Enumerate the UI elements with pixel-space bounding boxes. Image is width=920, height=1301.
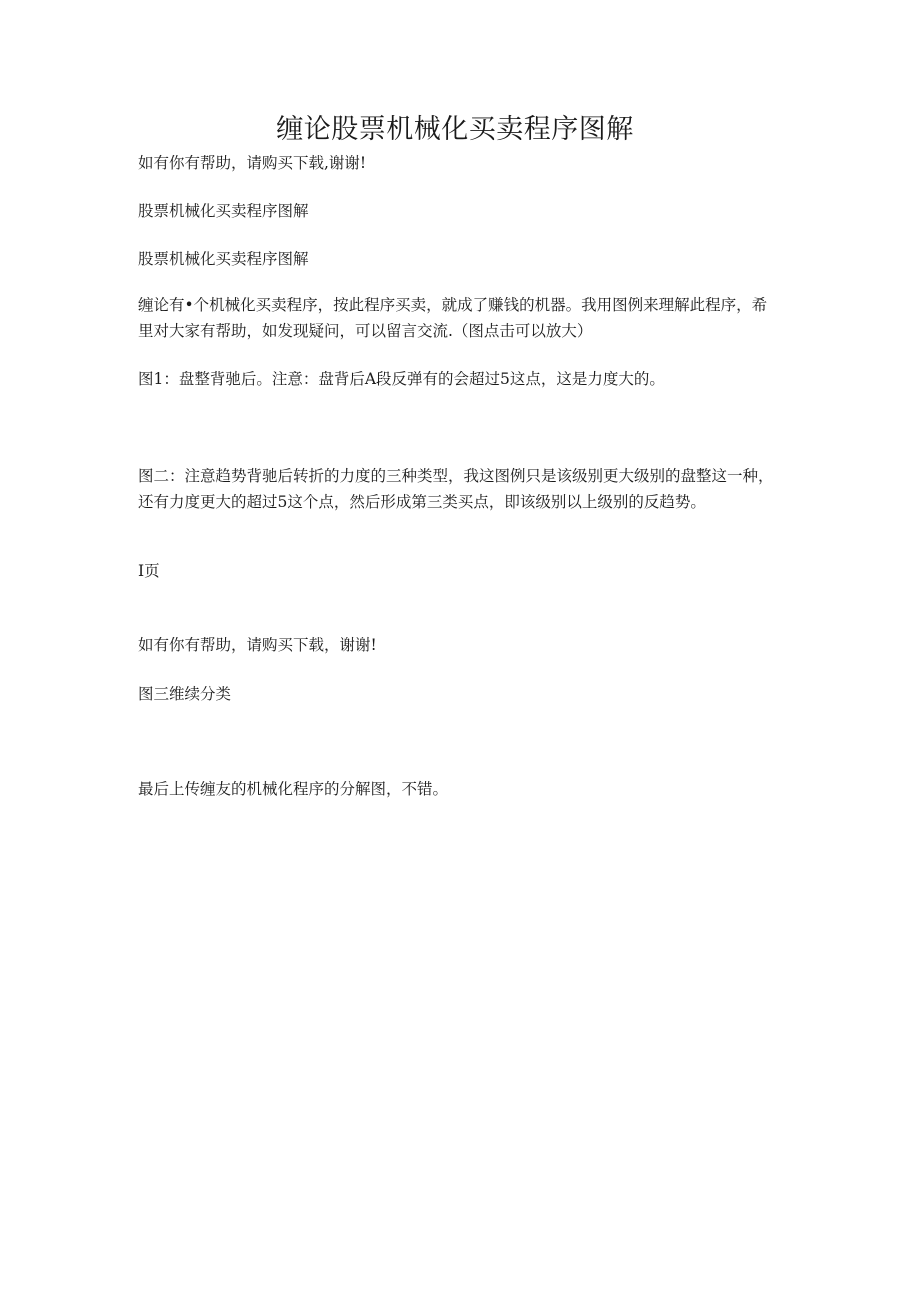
page-marker: I页 [138,562,160,580]
figure-2-caption: 图二：注意趋势背驰后转折的力度的三种类型，我这图例只是该级别更大级别的盘整这一种，还有力度更大的超过5这个点，然后形成第三类买点，即该级别以上级别的反趋势。 [138,467,774,511]
purchase-note-top: 如有你有帮助，请购买下载,谢谢! [138,154,367,172]
subtitle-line-1: 股票机械化买卖程序图解 [138,202,309,220]
intro-paragraph: 缠论有•个机械化买卖程序，按此程序买卖，就成了赚钱的机器。我用图例来理解此程序，希里对大家有帮助，如发现疑问，可以留言交流.（图点击可以放大） [138,296,768,340]
closing-paragraph: 最后上传缠友的机械化程序的分解图，不错。 [138,780,449,798]
purchase-note-bottom: 如有你有帮助，请购买下载，谢谢! [138,636,377,654]
figure-1-caption: 图1：盘整背驰后。注意：盘背后A段反弹有的会超过5这点，这是力度大的。 [138,370,665,388]
figure-3-caption: 图三维续分类 [138,685,232,703]
document-title: 缠论股票机械化买卖程序图解 [276,114,634,145]
subtitle-line-2: 股票机械化买卖程序图解 [138,250,309,268]
